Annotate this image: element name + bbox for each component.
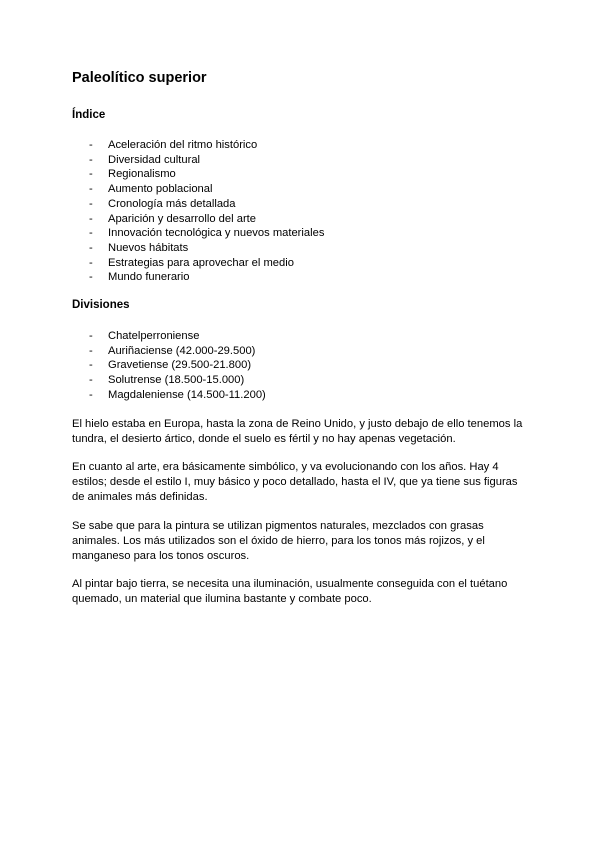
index-list — [89, 138, 324, 285]
list-item: - Auriñaciense (42.000-29.500) — [89, 344, 256, 357]
list-item: - Estrategias para aprovechar el medio — [89, 256, 294, 269]
list-item: - Cronología más detallada — [89, 197, 236, 210]
list-item: - Aumento poblacional — [89, 183, 213, 196]
paragraph: Al pintar bajo tierra, se necesita una iluminación, usualmente conseguida con el tuétano quemado, un material que ilumina bastante y combate poco. — [72, 578, 508, 605]
index-heading: Índice — [72, 109, 106, 121]
list-item: - Mundo funerario — [89, 271, 190, 284]
list-item: - Gravetiense (29.500-21.800) — [89, 359, 252, 372]
list-item: - Innovación tecnológica y nuevos materiales — [89, 227, 325, 240]
list-item: - Solutrense (18.500-15.000) — [89, 374, 245, 387]
list-item: - Chatelperroniense — [89, 330, 200, 342]
paragraph: Se sabe que para la pintura se utilizan pigmentos naturales, mezclados con grasas animales. Los más utilizados son el óxido de hierro, para los tonos más rojizos, y el manganeso para los tonos oscuros. — [72, 520, 485, 562]
list-item: - Nuevos hábitats — [89, 241, 189, 254]
paragraph: El hielo estaba en Europa, hasta la zona de Reino Unido, y justo debajo de ello tenemos la tundra, el desierto ártico, donde el suelo es fértil y no hay apenas vegetación. — [72, 418, 523, 445]
list-item: - Magdaleniense (14.500-11.200) — [89, 388, 266, 401]
divisions-list — [89, 329, 266, 403]
document-title: Paleolítico superior — [72, 70, 207, 86]
list-item: - Aparición y desarrollo del arte — [89, 212, 256, 225]
divisions-heading: Divisiones — [72, 299, 130, 311]
paragraph: En cuanto al arte, era básicamente simbólico, y va evolucionando con los años. Hay 4 estilos; desde el estilo I, muy básico y poco detallado, hasta el IV, que ya tiene sus figuras de animales más definidas. — [72, 461, 518, 503]
list-item: - Aceleración del ritmo histórico — [89, 139, 258, 151]
list-item: - Diversidad cultural — [89, 153, 201, 166]
list-item: - Regionalismo — [89, 168, 176, 181]
